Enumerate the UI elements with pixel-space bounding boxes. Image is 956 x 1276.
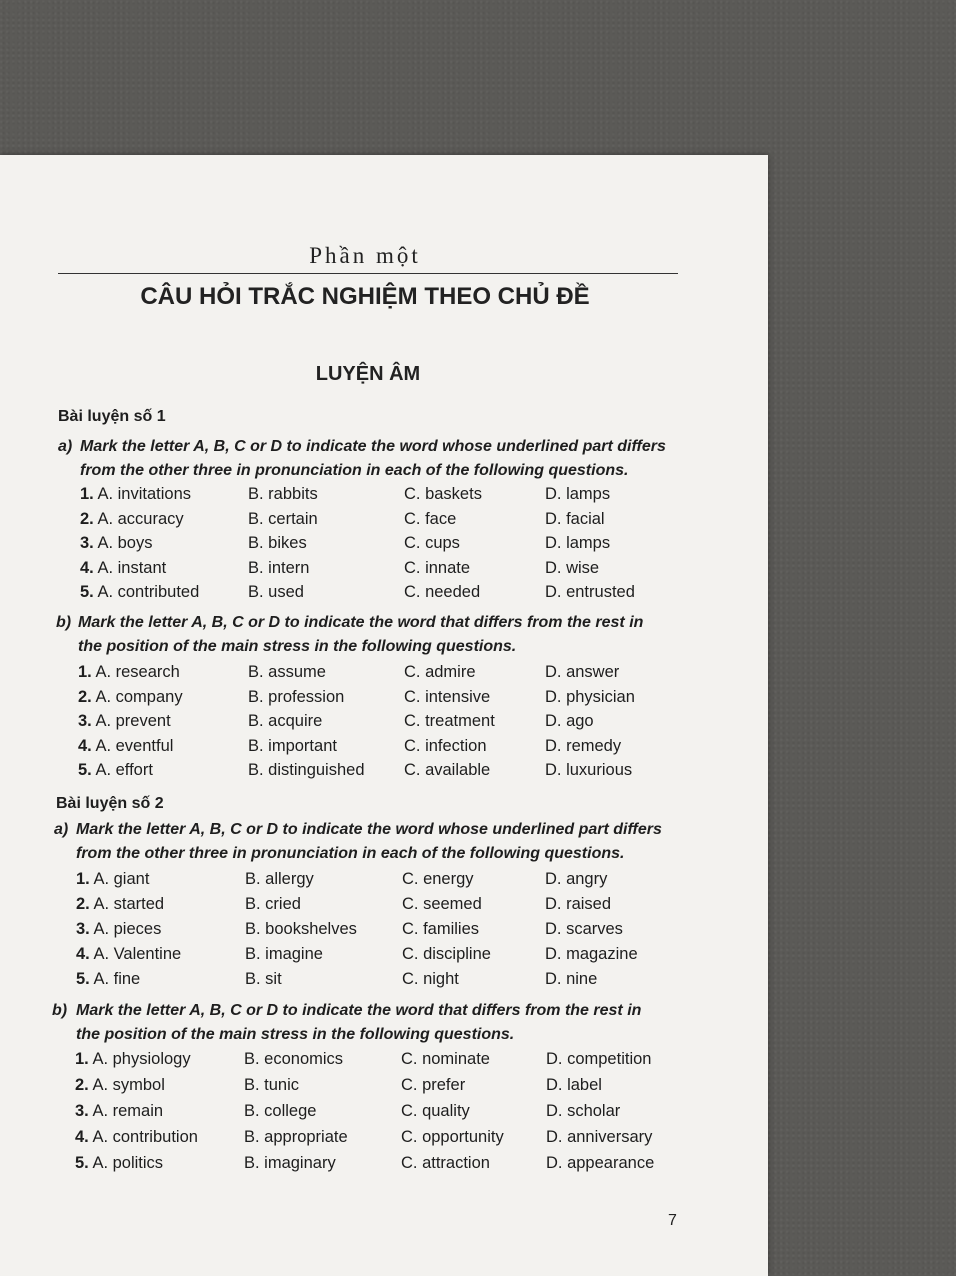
instruction-line-1: Mark the letter A, B, C or D to indicate the word whose underlined part differs [76, 821, 662, 838]
page-number: 7 [668, 1212, 677, 1229]
option-c: C. energy [402, 870, 474, 888]
question-number: 2. [75, 1076, 89, 1094]
option-a-text: A. accuracy [97, 509, 184, 528]
question-number: 3. [75, 1102, 89, 1120]
question-row [0, 712, 768, 736]
question-number: 3. [78, 712, 92, 730]
question-number: 2. [76, 895, 90, 913]
option-a-text: A. politics [92, 1154, 164, 1172]
option-c: C. discipline [402, 945, 491, 963]
question-number: 2. [78, 687, 92, 706]
option-b: B. assume [248, 663, 326, 681]
option-c: C. opportunity [401, 1128, 504, 1146]
option-c: C. needed [404, 583, 481, 601]
option-d: D. wise [545, 558, 600, 577]
option-d: D. scarves [545, 920, 623, 938]
question-number: 3. [76, 920, 90, 938]
option-a [76, 870, 149, 889]
option-d: D. remedy [545, 736, 622, 755]
question-row [0, 895, 768, 919]
option-d: D. entrusted [545, 583, 635, 601]
option-c: C. available [404, 761, 491, 779]
option-d: D. facial [545, 509, 605, 528]
option-a-text: A. contributed [97, 583, 200, 601]
option-b: B. allergy [245, 870, 314, 888]
instruction-label: b) [56, 614, 72, 631]
option-a-text: A. invitations [97, 485, 191, 503]
question-row [0, 534, 768, 558]
option-a-text: A. remain [92, 1102, 164, 1120]
question-number: 5. [80, 583, 94, 601]
option-a-text: A. boys [97, 534, 153, 552]
question-number: 3. [80, 534, 94, 552]
option-a-text: A. Valentine [93, 945, 182, 963]
question-row [0, 1128, 768, 1152]
option-a [75, 1076, 165, 1095]
option-b: B. tunic [244, 1076, 300, 1094]
option-d: D. competition [546, 1050, 652, 1068]
question-row [0, 1050, 768, 1074]
option-a-text: A. fine [93, 970, 141, 988]
instruction-line-1: Mark the letter A, B, C or D to indicate the word that differs from the rest in [76, 1002, 642, 1019]
option-b: B. imagine [245, 945, 323, 963]
instruction-label: a) [58, 438, 73, 455]
question-row [0, 559, 768, 583]
instruction-label: b) [52, 1002, 68, 1019]
heading-rule [58, 273, 678, 274]
instruction-line-1: Mark the letter A, B, C or D to indicate the word whose underlined part differs [80, 438, 666, 455]
option-d: D. label [546, 1076, 602, 1094]
question-row [0, 970, 768, 994]
instruction-line-2: the position of the main stress in the following questions. [78, 638, 517, 655]
option-b: B. economics [244, 1050, 344, 1068]
question-number: 2. [80, 509, 94, 528]
option-d: D. lamps [545, 534, 611, 552]
option-c: C. cups [404, 534, 460, 552]
option-b: B. appropriate [244, 1128, 348, 1146]
exercise-title: Bài luyện số 2 [56, 795, 164, 812]
option-d: D. magazine [545, 945, 638, 963]
question-number: 5. [78, 761, 92, 779]
instruction-line-2: the position of the main stress in the following questions. [76, 1026, 515, 1043]
option-a-text: A. started [93, 895, 165, 913]
part-heading: Phần một [309, 243, 421, 268]
option-a [78, 663, 180, 682]
option-a [78, 737, 173, 756]
option-a-text: A. giant [93, 870, 150, 888]
option-c: C. baskets [404, 485, 482, 503]
option-a-text: A. company [95, 687, 183, 706]
topic-heading: LUYỆN ÂM [315, 363, 421, 385]
option-a-text: A. symbol [92, 1076, 165, 1094]
question-row [0, 485, 768, 509]
instruction-line-2: from the other three in pronunciation in each of the following questions. [80, 462, 629, 479]
option-d: D. appearance [546, 1154, 655, 1172]
option-b: B. intern [248, 558, 310, 577]
page-content [0, 155, 768, 1276]
option-a-text: A. prevent [95, 712, 171, 730]
option-a [76, 895, 164, 914]
option-d: D. nine [545, 970, 598, 988]
option-c: C. treatment [404, 712, 495, 730]
question-number: 4. [75, 1128, 89, 1146]
question-number: 4. [76, 945, 90, 963]
option-d: D. angry [545, 870, 608, 888]
option-b: B. cried [245, 895, 301, 913]
question-row [0, 583, 768, 607]
option-d: D. luxurious [545, 761, 633, 779]
option-b: B. distinguished [248, 761, 365, 779]
option-a [80, 583, 199, 602]
option-b: B. rabbits [248, 485, 318, 503]
option-c: C. families [402, 920, 480, 938]
option-b: B. imaginary [244, 1154, 336, 1172]
option-a-text: A. instant [97, 558, 167, 577]
question-row [0, 945, 768, 969]
option-a [75, 1050, 191, 1069]
option-d: D. physician [545, 687, 635, 706]
option-c: C. attraction [401, 1154, 490, 1172]
option-c: C. nominate [401, 1050, 490, 1068]
option-a [80, 485, 191, 504]
option-a [78, 688, 183, 707]
option-a [80, 510, 184, 529]
option-c: C. seemed [402, 895, 482, 913]
option-a-text: A. eventful [95, 736, 174, 755]
option-c: C. prefer [401, 1076, 466, 1094]
question-row [0, 870, 768, 894]
option-c: C. night [402, 970, 459, 988]
option-c: C. face [404, 509, 457, 528]
instruction-label: a) [54, 821, 69, 838]
question-number: 1. [75, 1050, 89, 1068]
option-d: D. anniversary [546, 1128, 653, 1146]
option-d: D. scholar [546, 1102, 621, 1120]
option-a [78, 712, 171, 731]
question-number: 4. [78, 736, 92, 755]
question-row [0, 920, 768, 944]
question-row [0, 510, 768, 534]
option-b: B. used [248, 583, 304, 601]
option-a-text: A. research [95, 663, 180, 681]
option-a [76, 945, 181, 964]
question-row [0, 1076, 768, 1100]
option-b: B. profession [248, 687, 345, 706]
question-row [0, 737, 768, 761]
option-c: C. intensive [404, 687, 491, 706]
option-d: D. lamps [545, 485, 611, 503]
question-number: 4. [80, 558, 94, 577]
option-b: B. certain [248, 509, 318, 528]
option-a [80, 534, 152, 553]
option-d: D. raised [545, 895, 612, 913]
option-a [75, 1128, 198, 1147]
exercise-title: Bài luyện số 1 [58, 408, 166, 425]
question-number: 1. [78, 663, 92, 681]
option-b: B. bikes [248, 534, 307, 552]
option-a-text: A. pieces [93, 920, 162, 938]
option-c: C. innate [404, 558, 471, 577]
option-a-text: A. physiology [92, 1050, 191, 1068]
option-a [75, 1102, 163, 1121]
option-a [76, 920, 161, 939]
option-b: B. bookshelves [245, 920, 357, 938]
question-row [0, 688, 768, 712]
option-b: B. acquire [248, 712, 323, 730]
option-b: B. sit [245, 970, 282, 988]
option-b: B. college [244, 1102, 317, 1120]
instruction-line-1: Mark the letter A, B, C or D to indicate the word that differs from the rest in [78, 614, 644, 631]
question-row [0, 1102, 768, 1126]
question-row [0, 663, 768, 687]
question-number: 1. [76, 870, 90, 888]
option-a-text: A. contribution [92, 1128, 198, 1146]
option-a-text: A. effort [95, 761, 153, 779]
option-c: C. infection [404, 736, 487, 755]
option-d: D. ago [545, 712, 594, 730]
option-a [80, 559, 166, 578]
page-title: CÂU HỎI TRẮC NGHIỆM THEO CHỦ ĐỀ [140, 283, 590, 310]
instruction-line-2: from the other three in pronunciation in each of the following questions. [76, 845, 625, 862]
question-number: 1. [80, 485, 94, 503]
option-a [76, 970, 140, 989]
question-number: 5. [76, 970, 90, 988]
option-d: D. answer [545, 663, 620, 681]
option-a [78, 761, 153, 780]
option-c: C. admire [404, 663, 476, 681]
option-c: C. quality [401, 1102, 470, 1120]
book-page [0, 155, 768, 1276]
question-row [0, 1154, 768, 1178]
question-row [0, 761, 768, 785]
question-number: 5. [75, 1154, 89, 1172]
option-b: B. important [248, 736, 337, 755]
option-a [75, 1154, 163, 1173]
